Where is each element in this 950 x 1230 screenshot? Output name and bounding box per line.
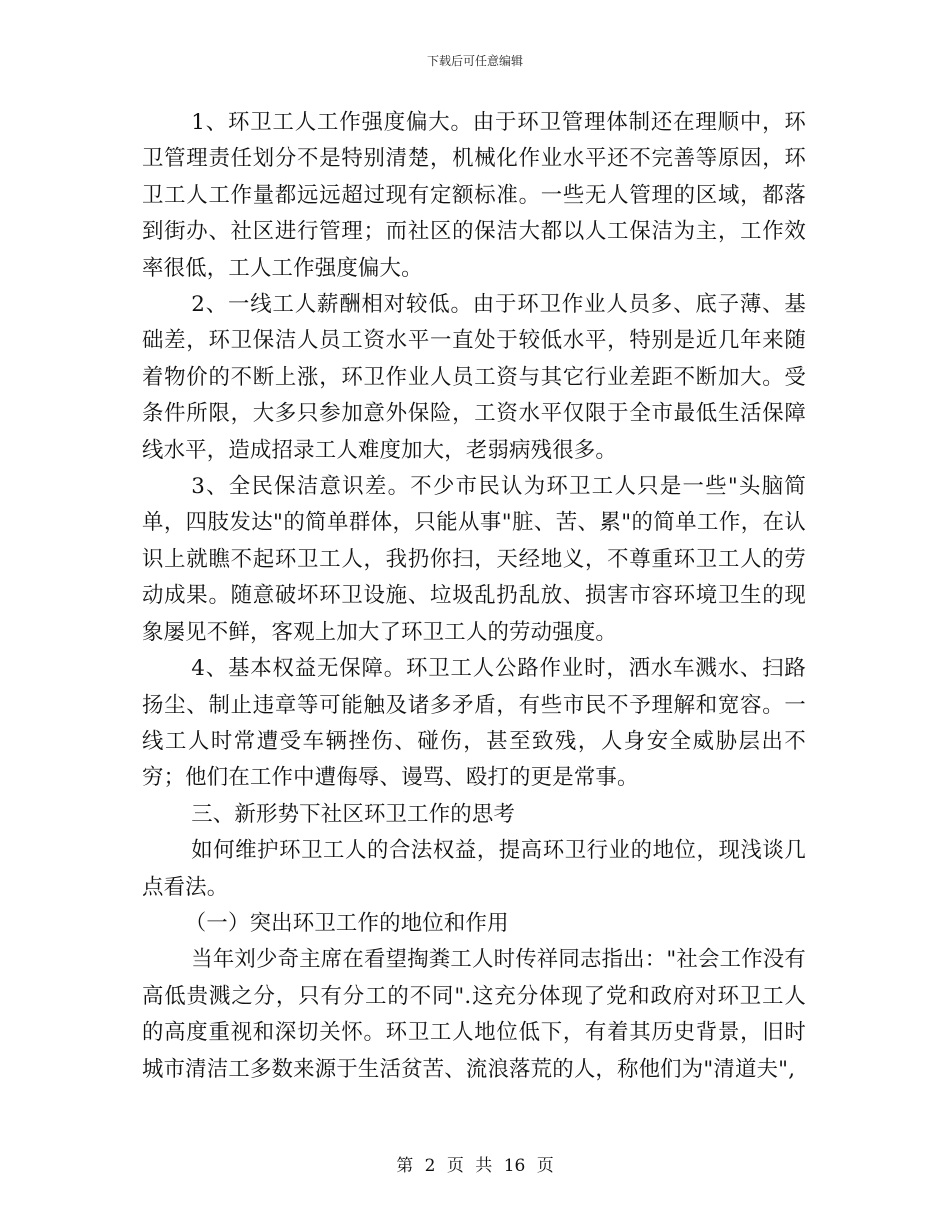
paragraph-history: 当年刘少奇主席在看望掏粪工人时传祥同志指出："社会工作没有高低贵溅之分，只有分工的不同".这充分体现了党和政府对环卫工人的高度重视和深切关怀。环卫工人地位低下，有着其历史背景，旧时城市清洁工多数来源于生活贫苦、流浪落荒的人，称他们为"清道夫", xyxy=(142,947,806,1082)
paragraph-3: 3、全民保洁意识差。不少市民认为环卫工人只是一些"头脑简单，四肢发达"的简单群体，只能从事"脏、苦、累"的简单工作，在认识上就瞧不起环卫工人，我扔你扫，天经地义，不尊重环卫工人的劳动成果。随意破坏环卫设施、垃圾乱扔乱放、损害市容环境卫生的现象屡见不鲜，客观上加大了环卫工人的劳动强度。 xyxy=(142,474,806,645)
paragraph-intro: 如何维护环卫工人的合法权益，提高环卫行业的地位，现浅谈几点看法。 xyxy=(142,838,806,900)
paragraph-1: 1、环卫工人工作强度偏大。由于环卫管理体制还在理顺中，环卫管理责任划分不是特别清楚，机械化作业水平还不完善等原因，环卫工人工作量都远远超过现有定额标准。一些无人管理的区域，都落到街办、社区进行管理；而社区的保洁大都以人工保洁为主，工作效率很低，工人工作强度偏大。 xyxy=(142,110,806,281)
paragraph-2: 2、一线工人薪酬相对较低。由于环卫作业人员多、底子薄、基础差，环卫保洁人员工资水平一直处于较低水平，特别是近几年来随着物价的不断上涨，环卫作业人员工资与其它行业差距不断加大。受条件所限，大多只参加意外保险，工资水平仅限于全市最低生活保障线水平，造成招录工人难度加大，老弱病残很多。 xyxy=(142,292,806,463)
section-heading: 三、新形势下社区环卫工作的思考 xyxy=(191,801,516,827)
paragraph-4: 4、基本权益无保障。环卫工人公路作业时，洒水车溅水、扫路扬尘、制止违章等可能触及诸多矛盾，有些市民不予理解和宽容。一线工人时常遭受车辆挫伤、碰伤，甚至致残，人身安全威胁层出不穷；他们在工作中遭侮辱、谩骂、殴打的更是常事。 xyxy=(142,656,806,791)
page-header: 下载后可任意编辑 xyxy=(426,54,523,68)
page-number: 第 2 页 共 16 页 xyxy=(396,1156,554,1176)
subsection-heading: （一）突出环卫工作的地位和作用 xyxy=(184,910,509,936)
document-body xyxy=(142,105,806,1088)
